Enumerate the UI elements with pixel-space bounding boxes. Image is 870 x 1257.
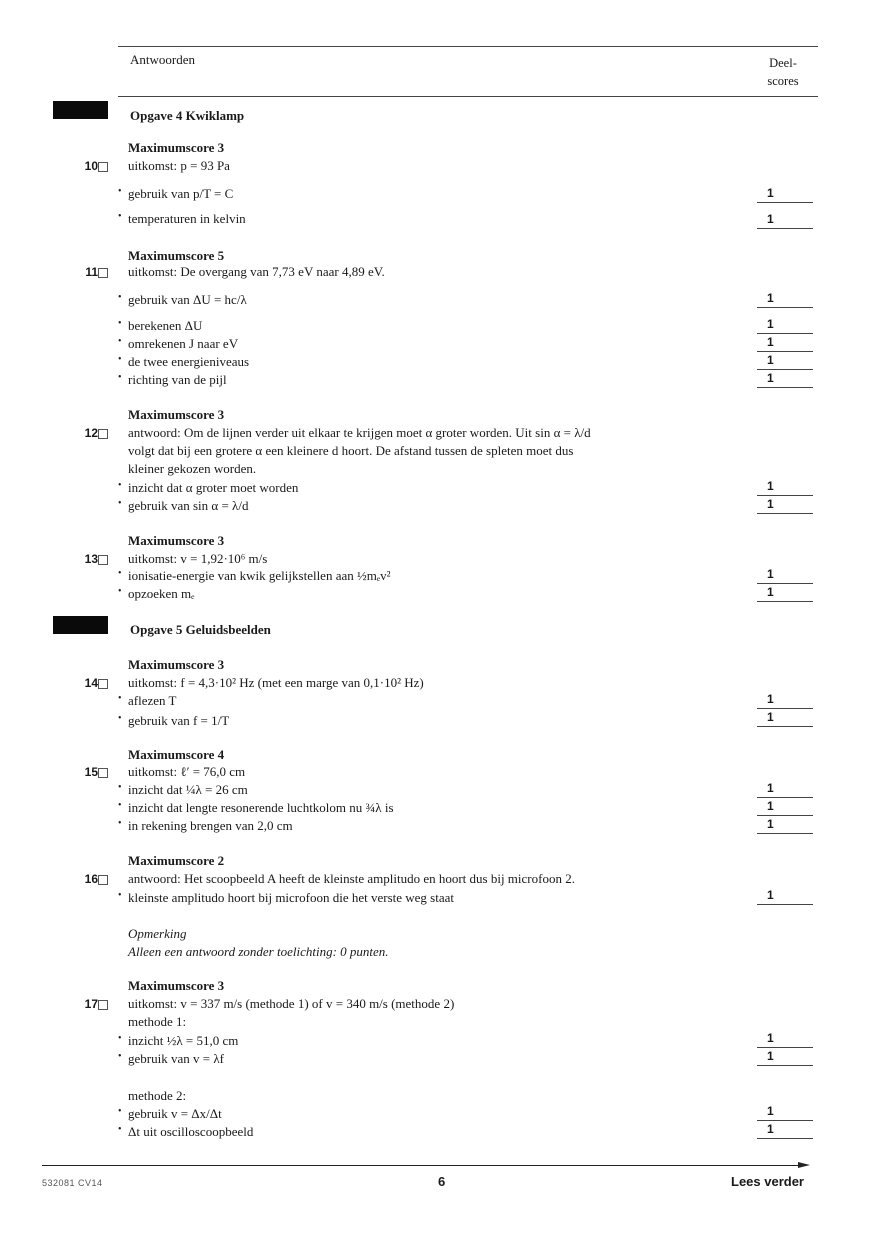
score-cell: 1 — [757, 780, 813, 798]
score-cell: 1 — [757, 1103, 813, 1121]
maximumscore-label: Maximumscore 3 — [128, 978, 225, 993]
uitkomst-text: uitkomst: ℓ′ = 76,0 cm — [128, 764, 246, 779]
header-deelscores: Deel- scores — [767, 56, 799, 88]
score-cell: 1 — [757, 1121, 813, 1139]
opgave-title: Opgave 4 Kwiklamp — [130, 108, 245, 123]
opgave-marker — [53, 616, 108, 634]
score-cell: 1 — [757, 496, 813, 514]
header-bottom-rule — [118, 96, 818, 97]
score-cell: 1 — [757, 887, 813, 905]
score-cell: 1 — [757, 566, 813, 584]
uitkomst-text: uitkomst: v = 337 m/s (methode 1) of v = 340 m/s (methode 2) — [128, 996, 455, 1011]
uitkomst-text: uitkomst: De overgang van 7,73 eV naar 4,89 eV. — [128, 264, 385, 279]
antwoord-text: antwoord: Om de lijnen verder uit elkaar te krijgen moet α groter worden. Uit sin α = λ/d volgt dat bij een grotere α een kleinere d hoort. De afstand tussen de spleten moet dus kleiner gekozen worden. — [128, 425, 591, 476]
opmerking-text: Alleen een antwoord zonder toelichting: 0 punten. — [128, 944, 389, 959]
checkbox-icon — [98, 679, 108, 689]
opgave-marker — [53, 101, 108, 119]
opgave-title: Opgave 5 Geluidsbeelden — [130, 622, 271, 637]
checkbox-icon — [98, 162, 108, 172]
score-cell: 1 — [757, 352, 813, 370]
question-number: 15 — [84, 765, 98, 779]
score-cell: 1 — [757, 1030, 813, 1048]
opmerking-block — [128, 925, 389, 961]
header-title: Antwoorden — [130, 52, 195, 67]
score-cell: 1 — [757, 316, 813, 334]
footer-rule — [42, 1165, 800, 1166]
score-cell: 1 — [757, 709, 813, 727]
score-cell: 1 — [757, 370, 813, 388]
checkbox-icon — [98, 875, 108, 885]
score-cell: 1 — [757, 290, 813, 308]
question-number: 11 — [85, 265, 98, 279]
checkbox-icon — [98, 768, 108, 778]
question-number: 16 — [84, 872, 98, 886]
question-number: 12 — [84, 426, 98, 440]
maximumscore-label: Maximumscore 3 — [128, 533, 225, 548]
score-cell: 1 — [757, 691, 813, 709]
checkbox-icon — [98, 429, 108, 439]
maximumscore-label: Maximumscore 2 — [128, 853, 225, 868]
score-cell: 1 — [757, 816, 813, 834]
score-cell: 1 — [757, 478, 813, 496]
footer-code: 532081 CV14 — [42, 1178, 103, 1188]
lees-verder-label: Lees verder — [731, 1174, 804, 1189]
maximumscore-label: Maximumscore 5 — [128, 248, 225, 263]
checkbox-icon — [98, 555, 108, 565]
question-number: 13 — [84, 552, 98, 566]
checkbox-icon — [98, 268, 108, 278]
question-number: 10 — [84, 159, 98, 173]
maximumscore-label: Maximumscore 3 — [128, 657, 225, 672]
score-cell: 1 — [757, 798, 813, 816]
score-cell: 1 — [757, 211, 813, 229]
score-cell: 1 — [757, 185, 813, 203]
antwoord-text: antwoord: Het scoopbeeld A heeft de kleinste amplitudo en hoort dus bij microfoon 2. — [128, 871, 575, 886]
score-cell: 1 — [757, 334, 813, 352]
checkbox-icon — [98, 1000, 108, 1010]
opmerking-title: Opmerking — [128, 926, 187, 941]
header-top-rule — [118, 46, 818, 47]
arrow-right-icon — [798, 1162, 810, 1168]
page-number: 6 — [438, 1174, 446, 1189]
maximumscore-label: Maximumscore 3 — [128, 140, 225, 155]
uitkomst-text: uitkomst: p = 93 Pa — [128, 158, 230, 173]
question-number: 17 — [84, 997, 98, 1011]
question-number: 14 — [84, 676, 98, 690]
score-cell: 1 — [757, 1048, 813, 1066]
methode-label: methode 1: — [128, 1014, 187, 1029]
uitkomst-text: uitkomst: f = 4,3·10² Hz (met een marge van 0,1·10² Hz) — [128, 675, 424, 690]
score-cell: 1 — [757, 584, 813, 602]
uitkomst-text: uitkomst: v = 1,92·10⁶ m/s — [128, 551, 268, 566]
maximumscore-label: Maximumscore 3 — [128, 407, 225, 422]
maximumscore-label: Maximumscore 4 — [128, 747, 225, 762]
methode-label: methode 2: — [128, 1088, 187, 1103]
